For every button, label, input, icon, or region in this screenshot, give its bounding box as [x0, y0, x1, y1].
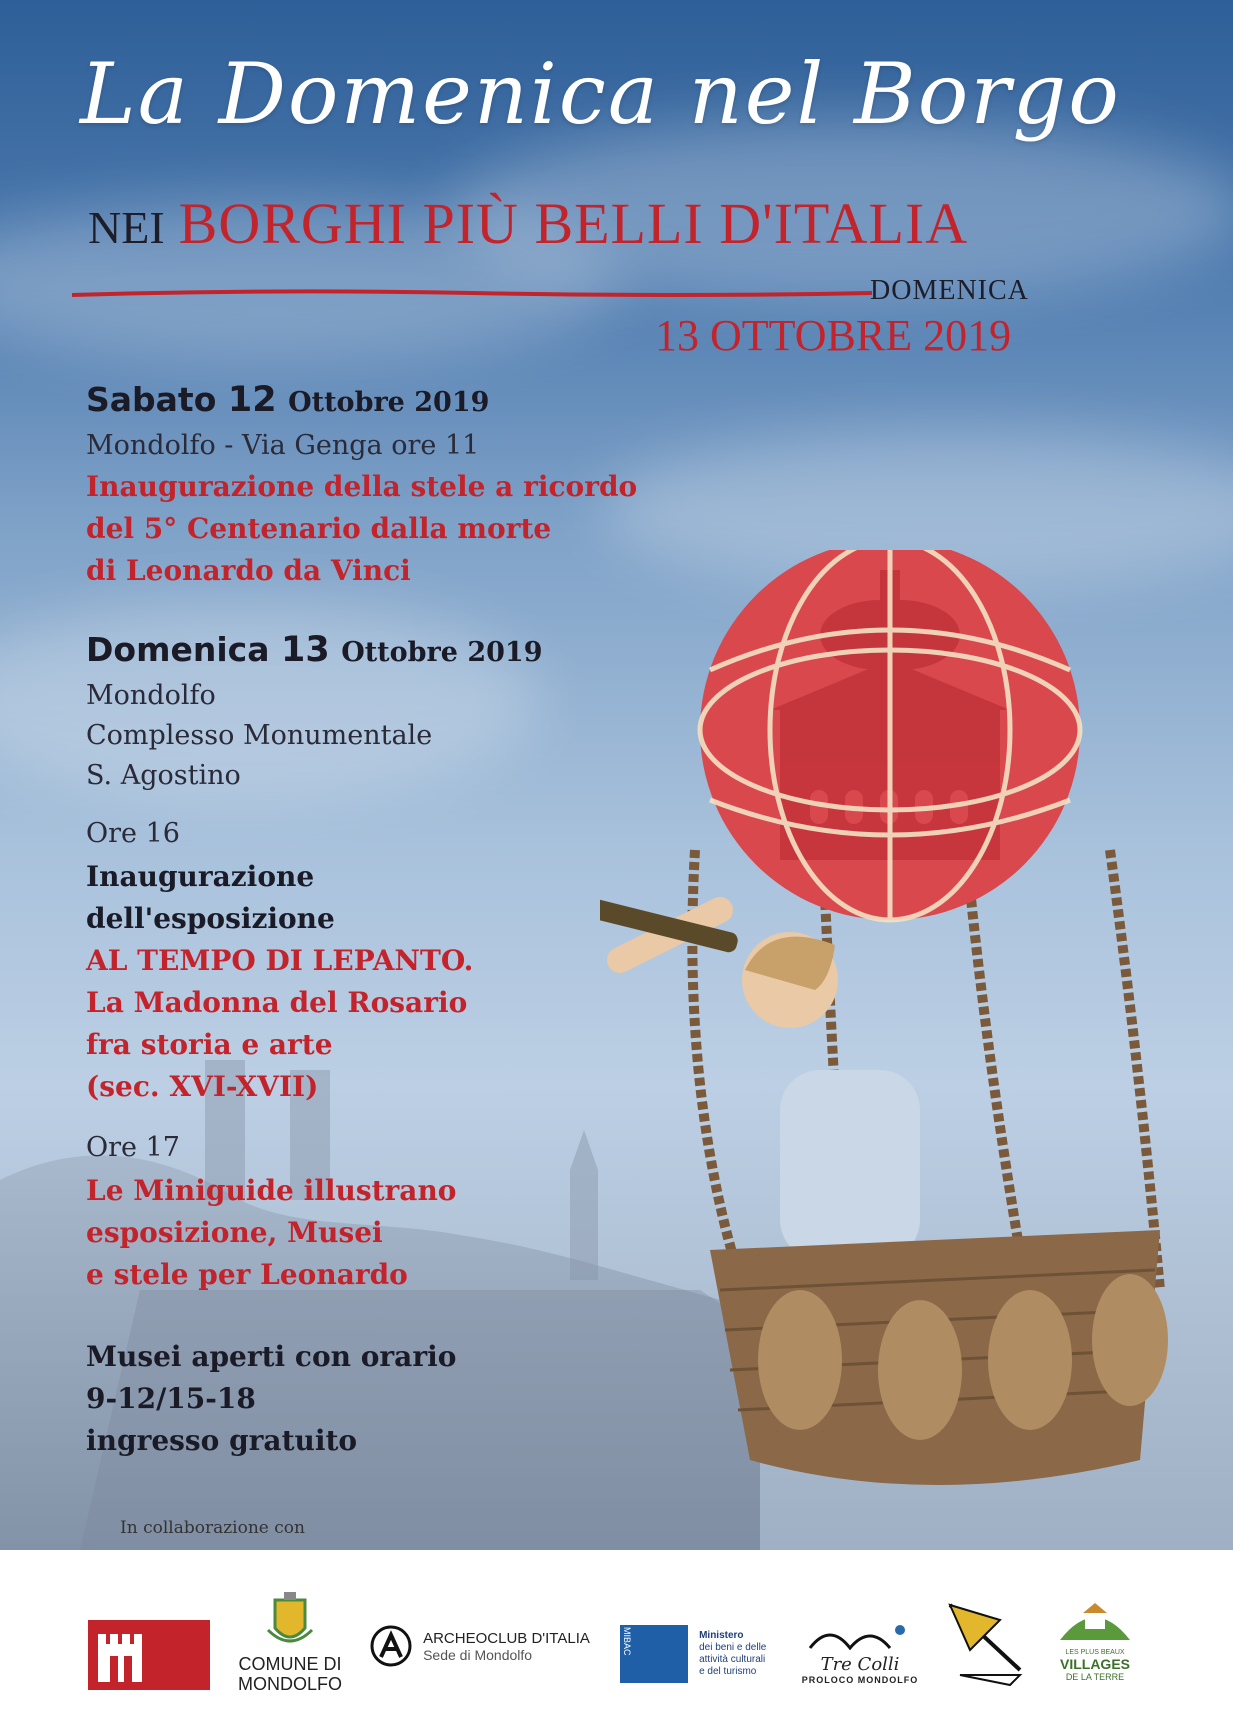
event2-red-line: Le Miniguide illustrano [86, 1174, 457, 1207]
event1-red-line: AL TEMPO DI LEPANTO. [86, 944, 474, 977]
script-title: La Domenica nel Borgo [80, 45, 1121, 143]
subtitle-prefix: NEI [88, 202, 165, 253]
saturday-event-line: Inaugurazione della stele a ricordo [86, 470, 638, 503]
comune-line: COMUNE DI [238, 1654, 342, 1674]
saturday-event-line: del 5° Centenario dalla morte [86, 512, 552, 545]
museums-line: 9-12/15-18 [86, 1382, 256, 1415]
mibac-abbr: MIBAC [622, 1627, 632, 1656]
museums-line: Musei aperti con orario [86, 1340, 457, 1373]
sunday-place-line: Complesso Monumentale [86, 720, 433, 751]
saturday-place: Mondolfo - Via Genga ore 11 [86, 430, 480, 461]
tre-colli-logo [800, 1620, 920, 1685]
event1-red-line: (sec. XVI-XVII) [86, 1070, 319, 1103]
ministero-line: Ministero [699, 1630, 744, 1641]
coat-of-arms-icon [260, 1590, 320, 1650]
hot-air-balloon-illustration [600, 550, 1220, 1550]
saturday-event-line: di Leonardo da Vinci [86, 554, 411, 587]
archeoclub-logo [370, 1625, 590, 1667]
saturday-heading [86, 380, 489, 420]
ministero-line: dei beni e delle [699, 1642, 767, 1653]
museums-line: ingresso gratuito [86, 1424, 358, 1457]
saturday-day: Sabato [86, 380, 217, 419]
villages-line: VILLAGES [1059, 1656, 1130, 1672]
sunday-num: 13 [280, 630, 330, 670]
time-ore-17: Ore 17 [86, 1132, 180, 1163]
event1-red-line: fra storia e arte [86, 1028, 333, 1061]
basket [710, 1230, 1168, 1485]
comune-line: MONDOLFO [237, 1674, 342, 1694]
event1-dark-line: dell'esposizione [86, 902, 335, 935]
event1-dark-line: Inaugurazione [86, 860, 315, 893]
flag-icon [940, 1600, 1030, 1690]
association-logo [940, 1600, 1030, 1694]
event-date: 13 OTTOBRE 2019 [655, 311, 1012, 360]
event2-red-line: e stele per Leonardo [86, 1258, 408, 1291]
villages-line: DE LA TERRE [1065, 1672, 1125, 1682]
villages-logo [1050, 1595, 1140, 1682]
tre-colli-name: Tre Colli [820, 1654, 900, 1675]
sunday-place-line: Mondolfo [86, 680, 216, 711]
saturday-num: 12 [227, 380, 277, 420]
child-figure [600, 886, 920, 1260]
event2-red-line: esposizione, Musei [86, 1216, 383, 1249]
sunday-place-line: S. Agostino [86, 760, 241, 791]
subtitle-main: BORGHI PIÙ BELLI D'ITALIA [178, 191, 969, 256]
sunday-day: Domenica [86, 630, 270, 669]
subtitle [88, 190, 968, 257]
castle-icon [88, 1620, 210, 1690]
proloco-name: PROLOCO MONDOLFO [801, 1675, 919, 1685]
archeoclub-name: ARCHEOCLUB D'ITALIA [423, 1629, 590, 1647]
time-ore-16: Ore 16 [86, 818, 180, 849]
museum-logo [88, 1620, 210, 1694]
event-day-label: DOMENICA [870, 275, 1029, 306]
saturday-month: Ottobre 2019 [288, 387, 490, 418]
ministero-line: attività culturali [699, 1654, 766, 1665]
red-brush-line [72, 287, 872, 301]
event1-red-line: La Madonna del Rosario [86, 986, 468, 1019]
mibac-logo [620, 1625, 766, 1683]
comune-mondolfo-logo [235, 1590, 345, 1694]
hills-icon [805, 1620, 915, 1650]
ministero-line: e del turismo [699, 1666, 757, 1677]
village-icon [1055, 1595, 1135, 1645]
sunday-heading [86, 630, 543, 670]
villages-line: LES PLUS BEAUX [1065, 1649, 1125, 1656]
archeoclub-icon [370, 1625, 412, 1667]
collaboration-label: In collaborazione con [120, 1518, 305, 1538]
archeoclub-sede: Sede di Mondolfo [423, 1646, 533, 1663]
sunday-month: Ottobre 2019 [341, 637, 543, 668]
